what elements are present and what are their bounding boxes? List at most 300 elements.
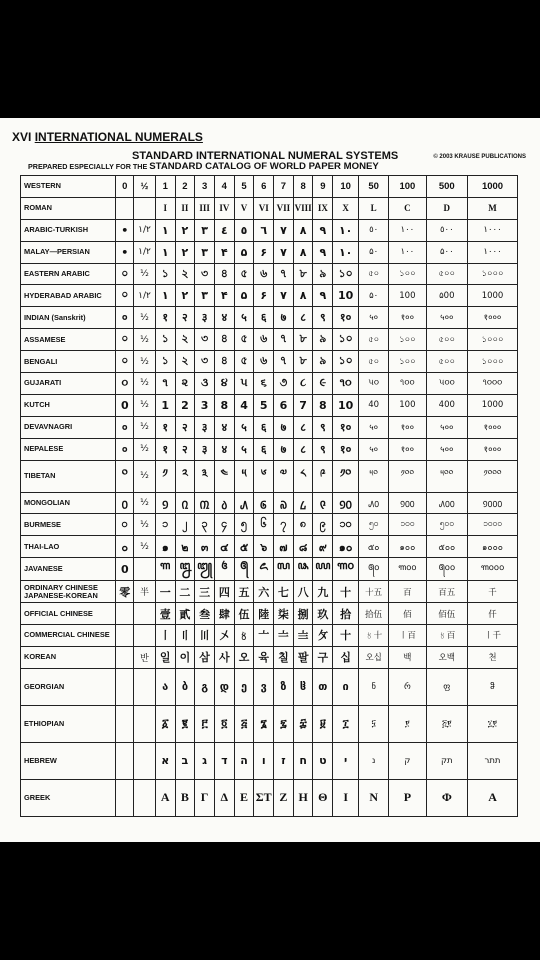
numeral-cell: ৫০০ <box>426 329 468 351</box>
numeral-cell: 팔 <box>293 646 313 668</box>
numeral-cell: ० <box>116 416 134 438</box>
numeral-cell: ૫ <box>234 373 254 395</box>
row-label: ETHIOPIAN <box>21 705 116 742</box>
table-row <box>21 742 518 779</box>
row-label: INDIAN (Sanskrit) <box>21 307 116 329</box>
numeral-table <box>20 175 518 817</box>
row-label: OFFICIAL CHINESE <box>21 603 116 625</box>
numeral-cell: ٧ <box>274 219 294 241</box>
numeral-cell: ၃ <box>195 514 215 536</box>
numeral-cell: ५०० <box>426 307 468 329</box>
numeral-cell: ৫০০ <box>426 263 468 285</box>
subtitle-main: STANDARD CATALOG OF WORLD PAPER MONEY <box>149 161 379 172</box>
numeral-cell: ૫૦ <box>359 373 389 395</box>
header-cell: 5 <box>234 176 254 198</box>
row-label: ROMAN <box>21 197 116 219</box>
numeral-cell: 0 <box>116 558 134 581</box>
numeral-cell: ५० <box>359 438 389 460</box>
numeral-cell: ꧑꧐꧐꧐ <box>468 558 518 581</box>
numeral-cell: ४ <box>214 438 234 460</box>
numeral-cell: ২ <box>175 263 195 285</box>
numeral-cell: תתר <box>468 742 518 779</box>
numeral-cell: Ρ <box>389 779 426 816</box>
numeral-cell: ၁၀၀၀ <box>468 514 518 536</box>
numeral-cell: 400 <box>426 394 468 416</box>
numeral-cell: १००० <box>468 307 518 329</box>
numeral-cell: १ <box>155 416 175 438</box>
numeral-cell: ५०० <box>426 438 468 460</box>
numeral-cell: ᠑᠐ <box>333 492 359 514</box>
numeral-cell: ४ <box>214 416 234 438</box>
numeral-cell: 五 <box>234 581 254 603</box>
numeral-cell: 七 <box>274 581 294 603</box>
numeral-cell: ૩ <box>195 373 215 395</box>
numeral-cell <box>116 625 134 647</box>
header-cell: 0 <box>116 176 134 198</box>
numeral-cell: 7 <box>293 394 313 416</box>
numeral-cell: ७ <box>274 438 294 460</box>
numeral-cell: ٥٠ <box>359 219 389 241</box>
numeral-cell: Γ <box>195 779 215 816</box>
numeral-cell: Ζ <box>274 779 294 816</box>
numeral-cell: ৭ <box>274 329 294 351</box>
numeral-cell: 壹 <box>155 603 175 625</box>
numeral-cell: 〡千 <box>468 625 518 647</box>
table-row <box>21 373 518 395</box>
numeral-cell: • <box>116 241 134 263</box>
numeral-cell: ༠ <box>116 460 134 492</box>
numeral-cell: ١ <box>155 285 175 307</box>
numeral-cell: ۵٠ <box>359 241 389 263</box>
numeral-cell <box>134 558 156 581</box>
numeral-cell: ၅၀၀ <box>426 514 468 536</box>
numeral-cell: 拾 <box>333 603 359 625</box>
numeral-cell <box>134 705 156 742</box>
row-label: MALAY—PERSIAN <box>21 241 116 263</box>
numeral-cell: ༧ <box>274 460 294 492</box>
numeral-cell: ٨ <box>293 219 313 241</box>
numeral-cell: ๑๐ <box>333 536 359 558</box>
numeral-cell: ८ <box>293 438 313 460</box>
numeral-cell: ৮ <box>293 351 313 373</box>
numeral-cell: 천 <box>468 646 518 668</box>
numeral-cell: 叁 <box>195 603 215 625</box>
numeral-cell: ६ <box>254 438 274 460</box>
numeral-cell: ༡༠ <box>333 460 359 492</box>
numeral-cell: 十五 <box>359 581 389 603</box>
numeral-cell: ၅ <box>234 514 254 536</box>
row-label: NEPALESE <box>21 438 116 460</box>
numeral-cell: ༢ <box>175 460 195 492</box>
numeral-cell: ๖ <box>254 536 274 558</box>
numeral-cell: ૭ <box>274 373 294 395</box>
numeral-cell: ๓ <box>195 536 215 558</box>
table-row <box>21 197 518 219</box>
numeral-cell: ፭፻ <box>426 705 468 742</box>
numeral-cell: თ <box>313 668 333 705</box>
numeral-cell: ½ <box>134 514 156 536</box>
header-cell: 1000 <box>468 176 518 198</box>
numeral-cell: 오십 <box>359 646 389 668</box>
numeral-cell: ৫০০ <box>426 351 468 373</box>
numeral-cell: ૧૦૦૦ <box>468 373 518 395</box>
numeral-cell: ᠕ <box>234 492 254 514</box>
numeral-cell: ๔ <box>214 536 234 558</box>
numeral-cell: ၉ <box>313 514 333 536</box>
table-row <box>21 779 518 816</box>
header-cell: 500 <box>426 176 468 198</box>
numeral-cell <box>116 742 134 779</box>
numeral-cell: 〥十 <box>359 625 389 647</box>
numeral-cell: ½ <box>134 536 156 558</box>
numeral-cell: 사 <box>214 646 234 668</box>
numeral-cell <box>116 603 134 625</box>
numeral-cell: ½ <box>134 329 156 351</box>
numeral-cell: ١٠٠٠ <box>468 241 518 263</box>
numeral-cell: ΣΤ <box>254 779 274 816</box>
numeral-cell: ๕๐๐ <box>426 536 468 558</box>
numeral-cell: ۶ <box>254 285 274 307</box>
numeral-cell: ۴ <box>214 241 234 263</box>
numeral-cell: ৫০ <box>359 263 389 285</box>
numeral-cell: ६ <box>254 416 274 438</box>
header-cell: 3 <box>195 176 215 198</box>
numeral-cell: ৫ <box>234 329 254 351</box>
numeral-cell: 六 <box>254 581 274 603</box>
numeral-cell: ፲፻ <box>468 705 518 742</box>
numeral-cell: 4 <box>234 394 254 416</box>
numeral-cell: १०० <box>389 307 426 329</box>
numeral-cell: Η <box>293 779 313 816</box>
numeral-cell: ၀ <box>116 514 134 536</box>
numeral-cell: ٤ <box>214 219 234 241</box>
numeral-cell: ४ <box>214 307 234 329</box>
numeral-cell: ٩ <box>313 241 333 263</box>
numeral-cell: ९ <box>313 307 333 329</box>
numeral-cell: ٨ <box>293 241 313 263</box>
numeral-cell <box>116 668 134 705</box>
numeral-cell: 오백 <box>426 646 468 668</box>
numeral-cell: ९ <box>313 438 333 460</box>
numeral-cell: ג <box>195 742 215 779</box>
numeral-cell: ༡༠༠ <box>389 460 426 492</box>
row-label: BENGALI <box>21 351 116 373</box>
numeral-cell: 〧 <box>274 625 294 647</box>
table-row <box>21 514 518 536</box>
numeral-cell: ٥ <box>234 219 254 241</box>
numeral-cell: ૮ <box>293 373 313 395</box>
numeral-cell: 拾伍 <box>359 603 389 625</box>
numeral-cell: ٨ <box>293 285 313 307</box>
numeral-cell: ፬ <box>214 705 234 742</box>
numeral-cell: ½ <box>134 394 156 416</box>
numeral-cell: 100 <box>389 394 426 416</box>
numeral-cell: ৭ <box>274 263 294 285</box>
numeral-cell: ፭ <box>234 705 254 742</box>
numeral-cell: 貳 <box>175 603 195 625</box>
numeral-cell: 十 <box>333 581 359 603</box>
numeral-cell: 100 <box>389 285 426 307</box>
numeral-cell: ٥٠٠ <box>426 219 468 241</box>
section-number: XVI <box>12 130 32 144</box>
numeral-cell: რ <box>389 668 426 705</box>
numeral-cell: 10 <box>333 285 359 307</box>
numeral-cell: ٧ <box>274 241 294 263</box>
numeral-cell: ٣ <box>195 219 215 241</box>
numeral-cell: ꧕꧐ <box>359 558 389 581</box>
table-row <box>21 307 518 329</box>
numeral-cell: X <box>333 197 359 219</box>
numeral-cell: 〡 <box>155 625 175 647</box>
numeral-cell: ८ <box>293 307 313 329</box>
numeral-cell: ט <box>313 742 333 779</box>
numeral-cell: ༡ <box>155 460 175 492</box>
table-row <box>21 536 518 558</box>
numeral-cell: 千 <box>468 581 518 603</box>
numeral-cell: ৫ <box>234 263 254 285</box>
numeral-cell: ০ <box>116 285 134 307</box>
table-row <box>21 492 518 514</box>
table-row <box>21 646 518 668</box>
numeral-cell: 오 <box>234 646 254 668</box>
numeral-cell: 〢 <box>175 625 195 647</box>
numeral-cell: 二 <box>175 581 195 603</box>
numeral-cell: Α <box>155 779 175 816</box>
numeral-cell: ١/٢ <box>134 285 156 307</box>
numeral-cell: II <box>175 197 195 219</box>
table-row <box>21 263 518 285</box>
numeral-cell: २ <box>175 307 195 329</box>
numeral-cell: ૦ <box>116 373 134 395</box>
numeral-cell <box>116 779 134 816</box>
numeral-cell: Ν <box>359 779 389 816</box>
row-label: GEORGIAN <box>21 668 116 705</box>
numeral-cell: ৪ <box>214 263 234 285</box>
table-row <box>21 285 518 307</box>
row-label: GREEK <box>21 779 116 816</box>
numeral-cell: ۵٠ <box>359 285 389 307</box>
numeral-cell: ༣ <box>195 460 215 492</box>
numeral-cell <box>134 625 156 647</box>
numeral-cell: ๒ <box>175 536 195 558</box>
numeral-cell: ৯ <box>313 329 333 351</box>
row-label: ORDINARY CHINESE JAPANESE-KOREAN <box>21 581 116 603</box>
numeral-cell: ๐ <box>116 536 134 558</box>
row-label: THAI-LAO <box>21 536 116 558</box>
numeral-cell: ૧૦ <box>333 373 359 395</box>
numeral-cell <box>134 668 156 705</box>
numeral-cell: ፯ <box>274 705 294 742</box>
numeral-cell: 이 <box>175 646 195 668</box>
section-title: INTERNATIONAL NUMERALS <box>34 130 203 144</box>
numeral-cell: ᠙ <box>313 492 333 514</box>
numeral-cell: ০ <box>116 263 134 285</box>
numeral-cell: 육 <box>254 646 274 668</box>
row-label: ARABIC-TURKISH <box>21 219 116 241</box>
numeral-cell: ৫ <box>234 351 254 373</box>
numeral-cell: ᠕᠐᠐ <box>426 492 468 514</box>
numeral-cell: ৬ <box>254 329 274 351</box>
numeral-cell: ١٠ <box>333 241 359 263</box>
numeral-cell: 3 <box>195 394 215 416</box>
row-label: COMMERCIAL CHINESE <box>21 625 116 647</box>
numeral-cell: १०० <box>389 416 426 438</box>
numeral-cell: ١ <box>155 241 175 263</box>
header-cell: 2 <box>175 176 195 198</box>
numeral-cell: ۴ <box>214 285 234 307</box>
numeral-cell: ٢ <box>175 219 195 241</box>
numeral-cell: ٩ <box>313 285 333 307</box>
table-row <box>21 416 518 438</box>
numeral-cell: ꧕꧐꧐ <box>426 558 468 581</box>
numeral-cell: ၁၀၀ <box>389 514 426 536</box>
header-cell: 7 <box>274 176 294 198</box>
numeral-cell: ꧗ <box>274 558 294 581</box>
numeral-cell: 1 <box>155 394 175 416</box>
numeral-cell: ᠑᠐᠐ <box>389 492 426 514</box>
row-label: HYDERABAD ARABIC <box>21 285 116 307</box>
numeral-cell: ፪ <box>175 705 195 742</box>
numeral-cell <box>134 742 156 779</box>
numeral-cell: ნ <box>359 668 389 705</box>
row-label: WESTERN <box>21 176 116 198</box>
numeral-cell: ვ <box>254 668 274 705</box>
numeral-cell: ३ <box>195 416 215 438</box>
header-cell: 4 <box>214 176 234 198</box>
numeral-cell: ১০০ <box>389 329 426 351</box>
numeral-cell: ᠕᠐ <box>359 492 389 514</box>
numeral-cell: ২ <box>175 351 195 373</box>
header-cell: 8 <box>293 176 313 198</box>
numeral-cell: 0 <box>116 394 134 416</box>
numeral-cell: ༨ <box>293 460 313 492</box>
numeral-cell <box>116 197 134 219</box>
numeral-cell: ૫૦૦ <box>426 373 468 395</box>
numeral-cell: 백 <box>389 646 426 668</box>
numeral-cell: ٢ <box>175 285 195 307</box>
row-label: HEBREW <box>21 742 116 779</box>
numeral-cell: ๙ <box>313 536 333 558</box>
numeral-cell: ꧑ <box>155 558 175 581</box>
numeral-cell: 佰伍 <box>426 603 468 625</box>
numeral-cell: ০ <box>116 329 134 351</box>
numeral-cell: נ <box>359 742 389 779</box>
numeral-cell: ૨ <box>175 373 195 395</box>
numeral-cell: ༡༠༠༠ <box>468 460 518 492</box>
numeral-cell: ༤ <box>214 460 234 492</box>
table-row <box>21 394 518 416</box>
subtitle-prefix: PREPARED ESPECIALLY FOR THE <box>28 162 148 171</box>
numeral-cell: 肆 <box>214 603 234 625</box>
numeral-cell: ५० <box>359 416 389 438</box>
numeral-cell: Δ <box>214 779 234 816</box>
numeral-cell: ፰ <box>293 705 313 742</box>
numeral-cell: ༥༠༠ <box>426 460 468 492</box>
numeral-cell: ১০০০ <box>468 329 518 351</box>
numeral-cell: ১০০ <box>389 263 426 285</box>
numeral-cell: १० <box>333 416 359 438</box>
numeral-cell: 柒 <box>274 603 294 625</box>
numeral-cell: ١/٢ <box>134 219 156 241</box>
numeral-cell: ၁၀ <box>333 514 359 536</box>
numeral-cell: ৫০ <box>359 329 389 351</box>
numeral-cell: ৩ <box>195 329 215 351</box>
numeral-cell: ზ <box>274 668 294 705</box>
numeral-cell: M <box>468 197 518 219</box>
numeral-cell: ٢ <box>175 241 195 263</box>
numeral-cell: 陸 <box>254 603 274 625</box>
numeral-cell: ٣ <box>195 285 215 307</box>
numeral-cell: 四 <box>214 581 234 603</box>
numeral-cell: ৬ <box>254 351 274 373</box>
row-label: DEVAVNAGRI <box>21 416 116 438</box>
numeral-cell: ༩ <box>313 460 333 492</box>
numeral-cell: ५ <box>234 307 254 329</box>
numeral-cell: ૯ <box>313 373 333 395</box>
numeral-cell: ꧑꧐꧐ <box>389 558 426 581</box>
numeral-cell: ꧒ <box>175 558 195 581</box>
numeral-cell: ꧑꧐ <box>333 558 359 581</box>
numeral-cell: १ <box>155 438 175 460</box>
numeral-cell: ૬ <box>254 373 274 395</box>
header-cell: 10 <box>333 176 359 198</box>
numeral-cell: ६ <box>254 307 274 329</box>
numeral-cell: ፫ <box>195 705 215 742</box>
numeral-cell: VII <box>274 197 294 219</box>
numeral-cell: 40 <box>359 394 389 416</box>
numeral-cell: ९ <box>313 416 333 438</box>
row-label: JAVANESE <box>21 558 116 581</box>
numeral-cell: ๗ <box>274 536 294 558</box>
numeral-cell <box>134 603 156 625</box>
row-label: KUTCH <box>21 394 116 416</box>
numeral-cell: ૧ <box>155 373 175 395</box>
numeral-cell: 零 <box>116 581 134 603</box>
numeral-cell: 1000 <box>468 285 518 307</box>
numeral-cell: ჱ <box>293 668 313 705</box>
numeral-cell: ᠓ <box>195 492 215 514</box>
numeral-cell: ½ <box>134 492 156 514</box>
row-label: KOREAN <box>21 646 116 668</box>
numeral-cell: 九 <box>313 581 333 603</box>
row-label: BURMESE <box>21 514 116 536</box>
numeral-cell: 반 <box>134 646 156 668</box>
numeral-cell: 10 <box>333 394 359 416</box>
numeral-cell: ५०० <box>426 416 468 438</box>
numeral-cell: ꧔ <box>214 558 234 581</box>
numeral-cell: C <box>389 197 426 219</box>
numeral-cell: ٣ <box>195 241 215 263</box>
numeral-chart-sheet <box>0 118 540 842</box>
numeral-cell: १००० <box>468 416 518 438</box>
numeral-cell: १०० <box>389 438 426 460</box>
numeral-cell: ၅၀ <box>359 514 389 536</box>
table-row <box>21 329 518 351</box>
numeral-cell: א <box>155 742 175 779</box>
numeral-cell: D <box>426 197 468 219</box>
numeral-cell: ৭ <box>274 351 294 373</box>
numeral-cell: ח <box>293 742 313 779</box>
numeral-cell: ١٠٠ <box>389 219 426 241</box>
numeral-cell: 1000 <box>468 394 518 416</box>
table-row <box>21 241 518 263</box>
numeral-cell: Ι <box>333 779 359 816</box>
header-cell: ½ <box>134 176 156 198</box>
numeral-cell: 〥 <box>234 625 254 647</box>
numeral-cell: ፮ <box>254 705 274 742</box>
numeral-cell: ½ <box>134 351 156 373</box>
numeral-cell: ١/٢ <box>134 241 156 263</box>
